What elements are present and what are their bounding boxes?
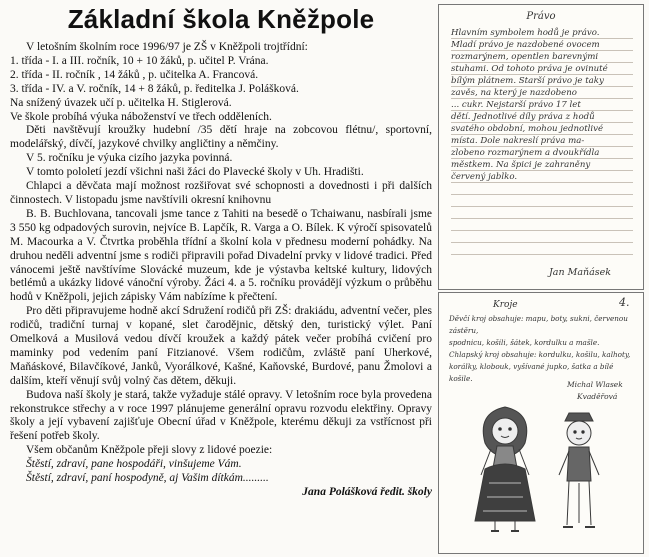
text-line: 2. třída - II. ročník , 14 žáků , p. učitelka A. Francová. <box>10 68 259 81</box>
handwritten-heading: Právo <box>526 11 556 22</box>
verse-line: Štěstí, zdraví, pane hospodáři, vinšujeme Vám. <box>26 458 242 471</box>
kroje-illustration <box>439 293 643 553</box>
text-line: Ve škole probíhá výuka náboženství ve třech odděleních. <box>10 110 272 123</box>
girl-figure <box>475 407 535 531</box>
handwritten-line: Děvčí kroj obsahuje: mapu, boty, sukni, červenou zástěru, <box>449 314 628 335</box>
text-line: V letošním školním roce 1996/97 je ZŠ v Kněžpoli trojtřídní: <box>26 41 308 53</box>
paragraph: Všem občanům Kněžpole přeji slovy z lidové poezie: <box>26 444 273 457</box>
article-title: Základní škola Kněžpole <box>67 4 375 34</box>
handwritten-line: bílým plátnem. Starší právo je taky <box>451 76 604 86</box>
handwritten-line: stuhami. Od tohoto práva je ovinuté <box>451 64 608 74</box>
signature-line: Michal Wlasek <box>567 380 623 389</box>
handwritten-line: Mladí právo je nazdobené ovocem <box>451 40 600 50</box>
text-line: 3. třída - IV. a V. ročník, 14 + 8 žáků, p. ředitelka J. Polášková. <box>10 82 299 95</box>
article-column <box>10 4 432 552</box>
handwritten-line: Chlapský kroj obsahuje: kordulku, košilu, kalhoty, <box>449 350 631 359</box>
text-line: Na snížený úvazek učí p. učitelka H. Stiglerová. <box>10 96 232 109</box>
handwritten-line: místa. Dole nakreslí práva ma- <box>451 136 585 146</box>
page-number: 4. <box>619 296 630 309</box>
handwritten-line: rozmarýnem, opentlen barevnými <box>451 52 599 62</box>
handwritten-line: korálky, klobouk, vyšívané jupko, šatka a bílé košile. <box>449 362 614 383</box>
paragraph: V tomto pololetí jezdí všichni naši žáci do Plavecké školy v Uh. Hradišti. <box>26 166 364 179</box>
handwritten-line: zlobeno rozmarýnem a dvoukřídla <box>451 148 600 158</box>
paragraph: V 5. ročníku je výuka cizího jazyka povinná. <box>26 152 233 165</box>
handwritten-line: Hlavním symbolem hodů je právo. <box>451 28 600 38</box>
paragraph: Chlapci a děvčata mají možnost rozšiřovat své schopnosti a dovednosti i při dalších činnostech. V listopadu jsme navštívili okresní knihovnu <box>10 180 432 206</box>
paragraph: Budova naší školy je stará, takže vyžaduje stálé opravy. V letošním roce byla provedena rekonstrukce střechy a v roce 1997 plánujeme generální opravu rozvodu elektřiny. Opravy školy a její vybavení zajišťuje Obecní úřad v Kněžpole, kterému děkuji za vstřícnost při řešení potřeb školy. <box>10 388 432 443</box>
handwritten-line: zavěs, na který je nazdobeno <box>451 88 577 98</box>
handwritten-heading: Kroje <box>493 300 518 310</box>
handwritten-page-kroje <box>438 292 644 554</box>
handwritten-text-block <box>451 27 633 255</box>
paragraph: B. B. Buchlovana, tancovali jsme tance z Tahiti na besedě o Tchaiwanu, nasbírali jsme 3 550 kg odpadových surovin, nejvíce B. Lapčík, R. Varga a O. Bílek. K výročí spisovatelů M. Macourka a V. Čtvrtka proběhla třídní a školní kola v přednesu moderní pohádky. Na druhou neděli adventní jsme s rodiči připravili pořad Divadelní prvky v lidové tradici. Před vánocemi ještě navštívíme Slovácké muzeum, kde je výstavba keltské kultury, lidových betlémů a ukázky lidové vánoční výroby. Žáci 4. a 5. ročníku provádějí výzkum o průběhu hodů v Kněžpoli, jejich zápisky Vám nabízíme k přečtení. <box>10 207 432 304</box>
boy-figure <box>559 413 599 527</box>
handwritten-page-pravo <box>438 4 644 290</box>
verse-line: Štěstí, zdraví, paní hospodyně, aj Vašim dítkám......... <box>26 472 269 485</box>
handwritten-line: ... cukr. Nejstarší právo 17 let <box>451 100 581 110</box>
signature: Jana Polášková ředit. školy <box>302 486 432 498</box>
signature-line: Kvaděřová <box>577 392 618 401</box>
handwritten-line: dětí. Jednotlivé díly práva z hodů <box>451 112 595 122</box>
handwritten-line: červený jablko. <box>451 172 518 182</box>
handwritten-line: spodnicu, košili, šátek, kordulku a mašle. <box>449 338 600 347</box>
paragraph: Pro děti připravujeme hodně akcí Sdružení rodičů při ZŠ: drakiádu, adventní večer, ples rodičů, tradiční turnaj v kopané, slet čarodějnic, dětský den, turistický výlet. Paní Omelková a Musilová vedou dívčí kroužek a každý pátek večer probíhá cvičení pro maminky pod vedením paní Fitzianové. Všem rodičům, zvláště paní Uherkové, Maňáskové, Bilavčíkové, Janků, Vyorálkové, Kašné, Kaňovské, Burdové, panu Žmolovi a dalším, kteří věnují svůj volný čas dětem, děkuji. <box>10 305 432 387</box>
handwritten-signature: Jan Maňásek <box>549 267 612 278</box>
text-line: 1. třída - I. a III. ročník, 10 + 10 žáků, p. učitel P. Vrána. <box>10 54 269 67</box>
handwritten-line: městkem. Na špici je zahraněny <box>451 160 591 170</box>
handwritten-line: svatého obdobní, mohou jednotlivé <box>451 124 604 134</box>
paragraph: Děti navštěvují kroužky hudební /35 dětí hraje na zobcovou flétnu/, sportovní, modelářský, dívčí, jazykové chvilky angličtiny a němčiny. <box>10 124 432 151</box>
article-body <box>10 41 432 500</box>
